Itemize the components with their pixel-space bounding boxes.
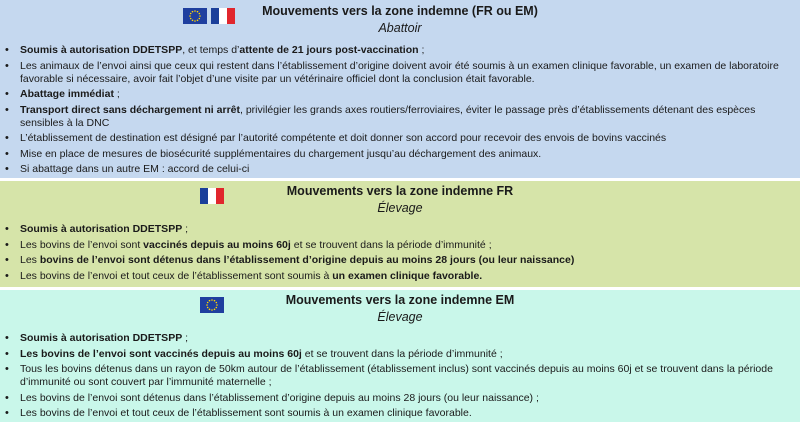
item-text: L’établissement de destination est désigné par l’autorité compétente et doit donner son accord pour recevoir des envois de bovins vaccinés xyxy=(20,132,667,144)
elevage-fr-panel xyxy=(0,181,800,287)
list-item xyxy=(0,363,790,389)
panel-title: Mouvements vers la zone indemne EM xyxy=(285,293,515,307)
list-item xyxy=(0,392,790,405)
panel-subtitle: Abattoir xyxy=(378,21,422,35)
item-text: Tous les bovins détenus dans un rayon de 50km autour de l’établissement (établissement inclus) sont vaccinés depuis au moins 60j et se trouvent dans la période d’immunité ou sont couvert par l’immunité maternelle ; xyxy=(20,363,773,388)
item-text: Les animaux de l’envoi ainsi que ceux qui restent dans l’établissement d’origine doivent avoir été soumis à un examen clinique favorable, un examen de laboratoire favorable si nécessaire, avoir fait l’objet d’une visite par un vétérinaire officiel dont la conclusion était favorable. xyxy=(20,59,779,85)
item-text: un examen clinique favorable. xyxy=(332,269,483,282)
item-text: Les bovins de l’envoi et tout ceux de l’établissement sont soumis à xyxy=(20,269,333,282)
item-text: Les bovins de l’envoi sont détenus dans l’établissement d’origine depuis au moins 28 jours (ou leur naissance) ; xyxy=(20,391,539,404)
item-text: Les xyxy=(20,254,40,266)
item-text: ; xyxy=(418,44,425,56)
item-text: ; xyxy=(182,223,189,235)
item-text: Abattage immédiat xyxy=(20,88,114,100)
list-item xyxy=(0,270,790,283)
panel-title: Mouvements vers la zone indemne FR xyxy=(286,184,514,198)
abattoir-panel xyxy=(0,0,800,178)
item-text: et se trouvent dans la période d’immunité ; xyxy=(290,238,492,251)
list-item xyxy=(0,132,790,145)
item-text: Les bovins de l’envoi sont xyxy=(20,238,144,251)
conditions-list xyxy=(0,44,790,179)
list-item xyxy=(0,163,790,176)
panel-title: Mouvements vers la zone indemne (FR ou EM) xyxy=(262,4,538,18)
list-item xyxy=(0,239,790,252)
panel-subtitle: Élevage xyxy=(377,310,423,324)
list-item xyxy=(0,104,790,130)
item-text: Les bovins de l’envoi et tout ceux de l’établissement sont soumis à un examen clinique favorable. xyxy=(20,407,472,419)
list-item xyxy=(0,407,790,420)
list-item xyxy=(0,148,790,161)
item-text: Soumis à autorisation DDETSPP xyxy=(20,332,183,344)
panel-subtitle: Élevage xyxy=(377,201,423,215)
list-item xyxy=(0,44,790,57)
conditions-list xyxy=(0,332,790,423)
list-item xyxy=(0,254,790,267)
item-text: vaccinés depuis au moins 60j xyxy=(143,238,291,251)
item-text: Les bovins de l’envoi sont vaccinés depuis au moins 60j xyxy=(20,347,302,360)
item-text: Mise en place de mesures de biosécurité supplémentaires du chargement jusqu’au déchargement des animaux. xyxy=(20,147,542,160)
list-item xyxy=(0,332,790,345)
item-text: et se trouvent dans la période d’immunité ; xyxy=(301,347,503,360)
item-text: Soumis à autorisation DDETSPP xyxy=(20,223,183,235)
item-text: , et temps d’ xyxy=(182,44,240,56)
item-text: bovins de l’envoi sont détenus dans l’établissement d’origine depuis au moins 28 jours (ou leur naissance) xyxy=(39,254,575,266)
list-item xyxy=(0,223,790,236)
list-item xyxy=(0,60,790,86)
list-item xyxy=(0,348,790,361)
item-text: attente de 21 jours post-vaccination xyxy=(239,44,419,56)
item-text: ; xyxy=(113,88,120,100)
conditions-list xyxy=(0,223,790,285)
elevage-em-panel xyxy=(0,290,800,422)
item-text: Soumis à autorisation DDETSPP xyxy=(20,44,183,56)
item-text: Transport direct sans déchargement ni arrêt xyxy=(20,103,240,116)
item-text: , privilégier les grands axes routiers/ferroviaires, éviter le passage près d’établissements détenant des espèces sensibles à la DNC xyxy=(20,103,756,129)
list-item xyxy=(0,88,790,101)
item-text: ; xyxy=(182,332,189,344)
item-text: Si abattage dans un autre EM : accord de celui-ci xyxy=(20,163,250,175)
